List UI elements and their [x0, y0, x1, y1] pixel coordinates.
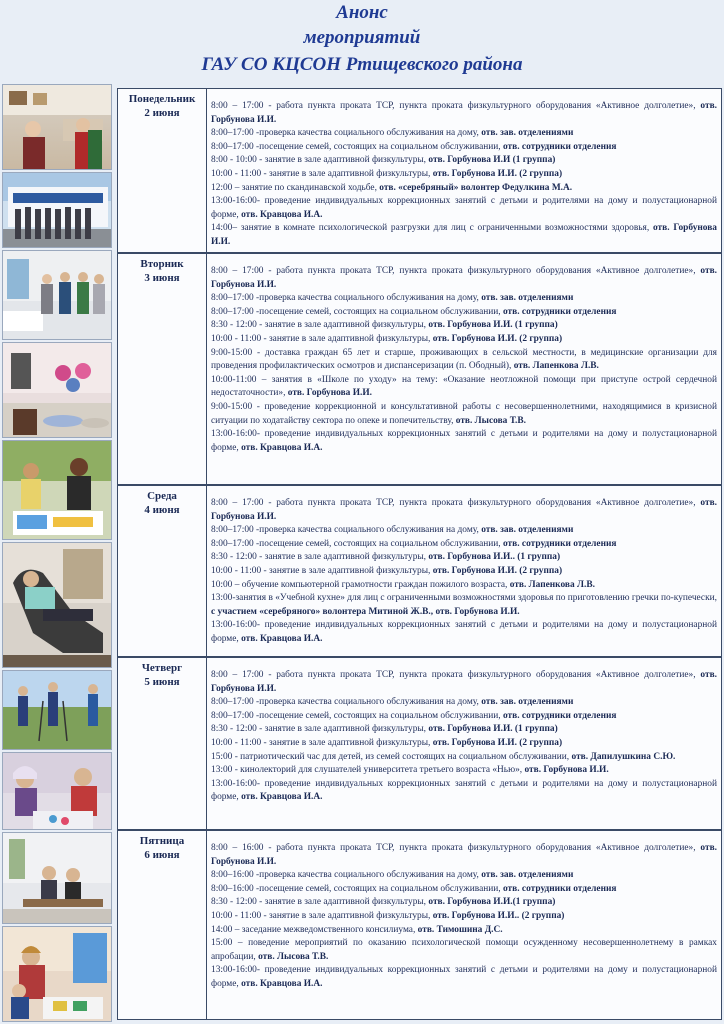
event-text: 15:00 - патриотический час для детей, из семей состоящих на социальном обслуживании, — [211, 751, 572, 762]
event-responsible: отв. Кравцова И.А. — [241, 792, 323, 803]
event-item — [211, 551, 717, 565]
event-responsible: отв. Горбунова И.И. — [287, 388, 372, 399]
event-item — [211, 222, 717, 249]
event-text: 10:00 - 11:00 - занятие в зале адаптивной физкультуры, — [211, 333, 433, 344]
event-item — [211, 401, 717, 428]
event-text: 15:00 – поведение мероприятий по оказанию психологической помощи осужденному несовершеннолетнему в рамках апробации, — [211, 938, 717, 962]
event-responsible: отв. Горбунова И.И. — [211, 670, 717, 694]
day-monday — [117, 88, 722, 253]
event-text: 14:00– занятие в комнате психологической разгрузки для лиц с ограниченными возможностями здоровья, — [211, 223, 653, 234]
event-text: 8:00 – 17:00 - работа пункта проката ТСР, пункта проката физкультурного оборудования «Активное долголетие», — [211, 498, 701, 508]
event-responsible: отв. Лысова Т.В. — [258, 951, 329, 962]
event-text: 8:00–17:00 -проверка качества социального обслуживания на дому, — [211, 697, 482, 708]
event-item — [211, 100, 717, 127]
event-text: 13:00-16:00- проведение индивидуальных коррекционных занятий с детьми и родителями на дому и полустационарной форме, — [211, 620, 717, 644]
event-text: 8:30 - 12:00 - занятие в зале адаптивной физкультуры, — [211, 552, 429, 563]
event-item — [211, 182, 717, 196]
event-item — [211, 964, 717, 991]
event-responsible: отв. Горбунова И.И. (1 группа) — [428, 320, 558, 331]
kitchen-photo — [2, 84, 112, 170]
event-item — [211, 565, 717, 579]
event-responsible: отв. «серебряный» волонтер Федулкина М.А. — [379, 182, 573, 193]
event-item — [211, 764, 717, 778]
event-item — [211, 669, 717, 696]
event-item — [211, 619, 717, 646]
event-item — [211, 924, 717, 938]
event-item — [211, 696, 717, 710]
event-text: 8:30 - 12:00 - занятие в зале адаптивной физкультуры, — [211, 320, 429, 331]
event-responsible: отв. сотрудники отделения — [502, 883, 617, 894]
event-responsible: отв. Горбунова И.И. — [211, 223, 717, 247]
gym-photo — [2, 342, 112, 438]
event-responsible: отв. Горбунова И.И. — [211, 498, 717, 522]
event-responsible: отв. зав. отделениями — [481, 870, 574, 881]
event-responsible: отв. Горбунова И.И (1 группа) — [428, 155, 556, 166]
event-responsible: отв. Лапенкова Л.В. — [509, 579, 595, 590]
event-text: 8:30 - 12:00 - занятие в зале адаптивной физкультуры, — [211, 897, 429, 908]
group-bus-photo — [2, 172, 112, 248]
event-responsible: отв. сотрудники отделения — [502, 538, 617, 549]
event-item — [211, 265, 717, 292]
event-text: 13:00 - кинолекторий для слушателей университета третьего возраста «Нью», — [211, 765, 525, 776]
event-responsible: отв. Кравцова И.А. — [241, 978, 323, 989]
event-item — [211, 723, 717, 737]
event-text: 10:00 - 11:00 - занятие в зале адаптивной физкультуры, — [211, 565, 433, 576]
nordic-walking-photo — [2, 670, 112, 750]
event-responsible: с участием «серебряного» волонтера Митиной Ж.В., отв. Горбунова И.И. — [211, 606, 520, 617]
event-item — [211, 937, 717, 964]
event-text: 8:00–17:00 -проверка качества социального обслуживания на дому, — [211, 293, 482, 304]
event-responsible: отв. Лапенкова Л.В. — [513, 361, 599, 372]
massage-chair-photo — [2, 542, 112, 668]
event-item — [211, 883, 717, 897]
event-responsible: отв. Горбунова И.И. (2 группа) — [432, 565, 563, 576]
event-text: 14:00 – заседание межведомственного консилиума, — [211, 924, 418, 935]
day-events — [206, 89, 721, 252]
event-responsible: отв. Тимошина Д.С. — [417, 924, 503, 935]
day-name: Четверг — [141, 662, 183, 674]
crafts-photo — [2, 752, 112, 830]
event-text: 12:00 – занятие по скандинавской ходьбе, — [211, 182, 380, 193]
medical-room-photo — [2, 250, 112, 340]
event-responsible: отв. Горбунова И.И. — [211, 266, 717, 290]
event-item — [211, 751, 717, 765]
event-responsible: отв. Кравцова И.А. — [241, 442, 323, 453]
event-item — [211, 141, 717, 155]
event-text: 8:00–17:00 -посещение семей, состоящих на социальном обслуживании, — [211, 538, 503, 549]
event-item — [211, 778, 717, 805]
event-responsible: отв. Горбунова И.И. (2 группа) — [432, 737, 563, 748]
event-text: 13:00-16:00- проведение индивидуальных коррекционных занятий с детьми и родителями на дому и полустационарной форме, — [211, 196, 717, 220]
event-text: 10:00-11:00 – занятия в «Школе по уходу» на тему: «Оказание неотложной помощи при приступе острой сердечной недостаточности», — [211, 374, 717, 399]
event-item — [211, 127, 717, 141]
tutoring-photo — [2, 440, 112, 540]
event-item — [211, 842, 717, 869]
event-item — [211, 347, 717, 374]
event-item — [211, 428, 717, 455]
event-text: 13:00-16:00- проведение индивидуальных коррекционных занятий с детьми и родителями на дому и полустационарной форме, — [211, 965, 717, 989]
day-events — [206, 831, 721, 1019]
event-text: 13:00-16:00- проведение индивидуальных коррекционных занятий с детьми и родителями на дому и полустационарной форме, — [211, 778, 717, 803]
play-room-photo — [2, 926, 112, 1022]
event-text: 8:00 - 10:00 - занятие в зале адаптивной физкультуры, — [211, 155, 429, 166]
day-events — [206, 254, 721, 484]
event-text: 8:00–16:00 -проверка качества социального обслуживания на дому, — [211, 870, 482, 881]
event-item — [211, 869, 717, 883]
event-item — [211, 333, 717, 347]
day-events — [206, 658, 721, 829]
event-item — [211, 306, 717, 320]
event-text: 8:00 – 17:00 - работа пункта проката ТСР, пункта проката физкультурного оборудования «Активное долголетие», — [211, 670, 701, 680]
event-responsible: отв. Горбунова И.И. — [524, 765, 609, 776]
event-item — [211, 319, 717, 333]
event-item — [211, 737, 717, 751]
day-date: 4 июня — [144, 504, 180, 516]
event-item — [211, 168, 717, 182]
event-text: 13:00-16:00- проведение индивидуальных коррекционных занятий с детьми и родителями на дому и полустационарной форме, — [211, 429, 717, 453]
event-item — [211, 592, 717, 619]
event-item — [211, 292, 717, 306]
day-heading — [118, 831, 206, 862]
event-responsible: отв. сотрудники отделения — [502, 306, 617, 317]
day-name: Вторник — [140, 258, 184, 270]
event-responsible: отв. Кравцова И.А. — [241, 633, 323, 644]
day-heading — [118, 254, 206, 285]
event-responsible: отв. Горбунова И.И. (2 группа) — [432, 333, 563, 344]
event-item — [211, 154, 717, 168]
event-text: 8:00 – 17:00 - работа пункта проката ТСР, пункта проката физкультурного оборудования «Активное долголетие», — [211, 266, 701, 276]
event-responsible: отв. Горбунова И.И.. (2 группа) — [432, 910, 565, 921]
day-heading — [118, 658, 206, 689]
event-text: 8:00–17:00 -посещение семей, состоящих на социальном обслуживании, — [211, 141, 503, 152]
event-text: 10:00 - 11:00 - занятие в зале адаптивной физкультуры, — [211, 168, 433, 179]
event-text: 8:30 - 12:00 - занятие в зале адаптивной физкультуры, — [211, 724, 429, 735]
day-date: 6 июня — [144, 849, 180, 861]
day-name: Среда — [147, 490, 177, 502]
event-responsible: отв. зав. отделениями — [481, 128, 574, 139]
event-text: 8:00–16:00 -посещение семей, состоящих на социальном обслуживании, — [211, 883, 503, 894]
event-responsible: отв. Горбунова И.И.(1 группа) — [428, 897, 556, 908]
event-text: 9:00-15:00 - доставка граждан 65 лет и старше, проживающих в сельской местности, в медицинские организации для проведения профилактических осмотров и диспансеризации (п. Ободный), — [211, 347, 717, 372]
event-text: 8:00–17:00 -проверка качества социального обслуживания на дому, — [211, 525, 482, 536]
event-responsible: отв. Горбунова И.И. (1 группа) — [428, 724, 558, 735]
day-tuesday — [117, 253, 722, 485]
event-item — [211, 579, 717, 593]
event-responsible: отв. сотрудники отделения — [502, 141, 617, 152]
event-text: 8:00–17:00 -посещение семей, состоящих на социальном обслуживании, — [211, 710, 503, 721]
event-responsible: отв. зав. отделениями — [481, 293, 574, 304]
event-item — [211, 374, 717, 401]
event-responsible: отв. зав. отделениями — [481, 697, 574, 708]
event-text: 8:00 – 17:00 - работа пункта проката ТСР, пункта проката физкультурного оборудования «Активное долголетие», — [211, 101, 701, 111]
event-responsible: отв. зав. отделениями — [481, 525, 574, 536]
day-wednesday — [117, 485, 722, 657]
event-item — [211, 910, 717, 924]
event-responsible: отв. Лысова Т.В. — [455, 415, 526, 426]
event-text: 10:00 – обучение компьютерной грамотности граждан пожилого возраста, — [211, 579, 510, 590]
day-date: 5 июня — [144, 676, 180, 688]
day-friday — [117, 830, 722, 1020]
event-responsible: отв. Горбунова И.И.. (1 группа) — [428, 552, 561, 563]
day-name: Понедельник — [128, 93, 196, 105]
event-responsible: отв. Горбунова И.И. — [211, 843, 717, 867]
event-item — [211, 538, 717, 552]
event-responsible: отв. Кравцова И.А. — [241, 209, 323, 220]
day-name: Пятница — [139, 835, 185, 847]
header-line-2: мероприятий — [303, 27, 421, 48]
event-item — [211, 524, 717, 538]
event-item — [211, 710, 717, 724]
event-text: 8:00–17:00 -проверка качества социального обслуживания на дому, — [211, 128, 482, 139]
day-heading — [118, 486, 206, 517]
event-responsible: отв. Горбунова И.И. — [211, 101, 717, 125]
header-line-1: Анонс — [336, 2, 388, 23]
header — [0, 0, 724, 82]
event-responsible: отв. Горбунова И.И. (2 группа) — [432, 168, 563, 179]
header-line-3: ГАУ СО КЦСОН Ртищевского района — [201, 54, 523, 75]
day-date: 2 июня — [144, 107, 180, 119]
office-meeting-photo — [2, 832, 112, 924]
event-text: 13:00-занятия в «Учебной кухне» для лиц с ограниченными возможностями здоровья по приготовлению гречки по-купечески, — [211, 593, 718, 604]
photo-column — [0, 82, 114, 1024]
event-text: 9:00-15:00 - проведение коррекционной и консультативной работы с несовершеннолетними, находящимися в кризисной ситуации по ходатайству сектора по опеке и попечительству, — [211, 401, 717, 426]
event-text: 10:00 - 11:00 - занятие в зале адаптивной физкультуры, — [211, 910, 433, 921]
day-thursday — [117, 657, 722, 830]
event-item — [211, 896, 717, 910]
day-heading — [118, 89, 206, 120]
event-text: 8:00–17:00 -посещение семей, состоящих на социальном обслуживании, — [211, 306, 503, 317]
event-item — [211, 195, 717, 222]
event-text: 8:00 – 16:00 - работа пункта проката ТСР, пункта проката физкультурного оборудования «Активное долголетие», — [211, 843, 701, 853]
event-text: 10:00 - 11:00 - занятие в зале адаптивной физкультуры, — [211, 737, 433, 748]
day-date: 3 июня — [144, 272, 180, 284]
event-responsible: отв. Дапилушкина С.Ю. — [571, 751, 676, 762]
event-responsible: отв. сотрудники отделения — [502, 710, 617, 721]
day-events — [206, 486, 721, 656]
event-item — [211, 497, 717, 524]
